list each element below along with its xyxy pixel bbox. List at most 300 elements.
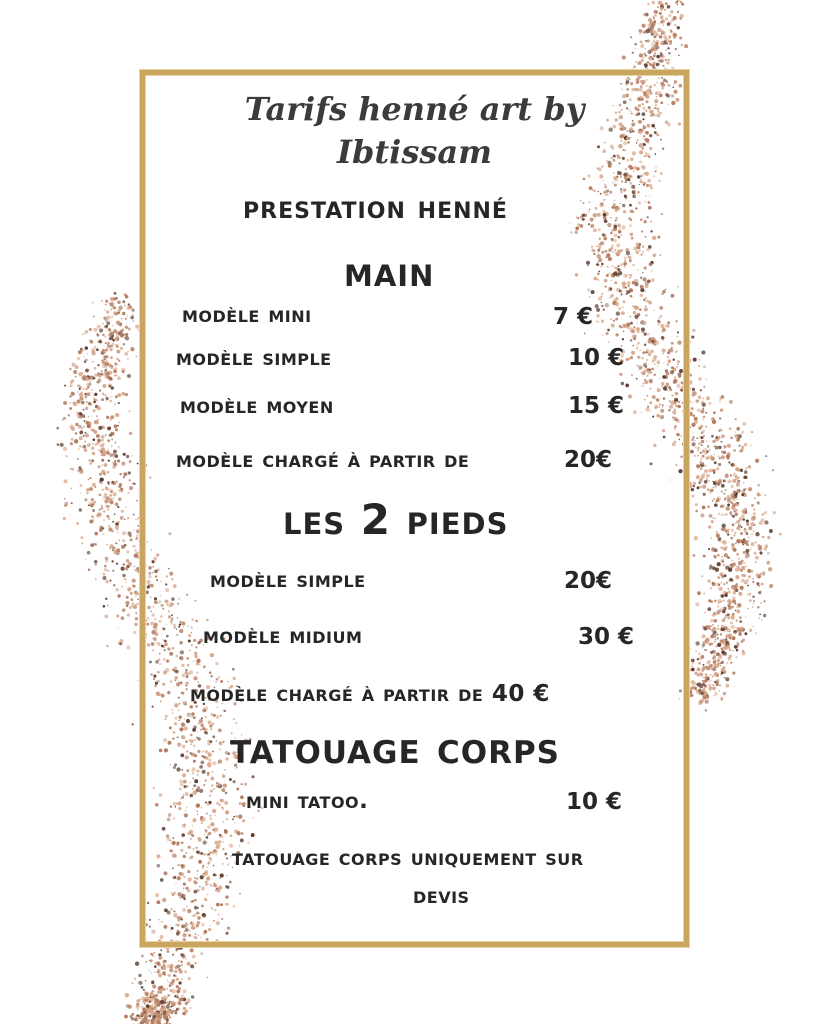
glitter-dot <box>114 292 117 295</box>
glitter-dot <box>120 347 123 350</box>
glitter-dot <box>111 445 113 447</box>
glitter-dot <box>64 385 66 387</box>
glitter-dot <box>690 427 691 428</box>
glitter-dot <box>123 563 125 565</box>
glitter-dot <box>763 600 765 602</box>
glitter-dot <box>691 659 695 663</box>
glitter-dot <box>667 59 669 61</box>
glitter-dot <box>720 565 722 567</box>
glitter-dot <box>712 624 714 626</box>
glitter-dot <box>124 519 125 520</box>
glitter-dot <box>733 547 735 549</box>
glitter-dot <box>101 370 103 372</box>
glitter-dot <box>135 962 139 966</box>
glitter-dot <box>86 492 88 494</box>
glitter-dot <box>145 980 147 982</box>
glitter-dot <box>60 443 64 447</box>
glitter-dot <box>700 467 703 470</box>
glitter-dot <box>91 447 94 450</box>
glitter-dot <box>761 583 764 586</box>
glitter-dot <box>721 582 722 583</box>
glitter-dot <box>108 333 112 337</box>
glitter-dot <box>105 394 107 396</box>
glitter-dot <box>760 494 761 495</box>
glitter-dot <box>200 953 201 954</box>
glitter-dot <box>721 625 725 629</box>
glitter-dot <box>731 464 733 466</box>
glitter-dot <box>178 1001 179 1002</box>
glitter-dot <box>138 981 142 985</box>
glitter-dot <box>712 684 714 686</box>
glitter-dot <box>748 540 750 542</box>
glitter-dot <box>161 997 164 1000</box>
glitter-dot <box>695 503 698 506</box>
glitter-dot <box>723 652 727 656</box>
glitter-dot <box>715 693 717 695</box>
glitter-dot <box>85 498 88 501</box>
glitter-dot <box>117 393 121 397</box>
glitter-dot <box>736 553 739 556</box>
glitter-dot <box>77 384 80 387</box>
glitter-dot <box>111 365 113 367</box>
glitter-dot <box>699 485 702 488</box>
glitter-dot <box>743 529 747 533</box>
glitter-dot <box>738 561 742 565</box>
glitter-dot <box>73 370 77 374</box>
glitter-dot <box>100 494 102 496</box>
glitter-dot <box>708 683 711 686</box>
glitter-dot <box>761 602 762 603</box>
glitter-dot <box>719 417 721 419</box>
glitter-dot <box>150 959 153 962</box>
glitter-dot <box>732 636 736 640</box>
glitter-dot <box>738 558 740 560</box>
glitter-dot <box>654 12 656 14</box>
glitter-dot <box>69 368 71 370</box>
glitter-dot <box>700 409 704 413</box>
glitter-dot <box>752 607 753 608</box>
glitter-dot <box>662 19 664 21</box>
glitter-dot <box>735 513 738 516</box>
glitter-dot <box>156 1002 160 1006</box>
glitter-dot <box>108 342 110 344</box>
glitter-dot <box>132 602 134 604</box>
glitter-dot <box>131 1017 135 1021</box>
glitter-dot <box>106 645 108 647</box>
glitter-dot <box>734 510 736 512</box>
glitter-dot <box>740 469 743 472</box>
glitter-dot <box>94 346 96 348</box>
glitter-dot <box>103 576 107 580</box>
glitter-dot <box>72 363 76 367</box>
glitter-dot <box>754 552 757 555</box>
glitter-dot <box>736 620 738 622</box>
glitter-dot <box>109 434 112 437</box>
glitter-dot <box>720 505 723 508</box>
glitter-dot <box>83 409 85 411</box>
glitter-dot <box>680 1 683 4</box>
glitter-dot <box>152 985 156 989</box>
glitter-dot <box>114 454 118 458</box>
glitter-dot <box>133 529 135 531</box>
glitter-dot <box>723 607 726 610</box>
glitter-dot <box>740 586 744 590</box>
glitter-dot <box>649 63 652 66</box>
glitter-dot <box>103 519 105 521</box>
glitter-dot <box>745 566 747 568</box>
glitter-dot <box>742 422 746 426</box>
glitter-dot <box>119 330 123 334</box>
glitter-dot <box>128 471 131 474</box>
glitter-dot <box>668 52 670 54</box>
glitter-dot <box>176 996 179 999</box>
price-item-label: mini tatoo. <box>246 788 369 814</box>
glitter-dot <box>89 375 93 379</box>
glitter-dot <box>709 449 711 451</box>
glitter-dot <box>119 539 120 540</box>
glitter-dot <box>722 600 724 602</box>
glitter-dot <box>109 346 111 348</box>
glitter-dot <box>108 427 111 430</box>
glitter-dot <box>88 416 89 417</box>
glitter-dot <box>183 1007 187 1011</box>
glitter-dot <box>703 493 706 496</box>
glitter-dot <box>138 974 141 977</box>
section-prestation-heading: prestation henné <box>243 190 508 226</box>
glitter-dot <box>125 336 129 340</box>
glitter-dot <box>713 619 717 623</box>
glitter-dot <box>100 507 103 510</box>
glitter-dot <box>720 633 722 635</box>
glitter-dot <box>78 448 80 450</box>
glitter-dot <box>725 474 729 478</box>
note-line-2: devis <box>413 883 470 909</box>
glitter-dot <box>168 995 169 996</box>
glitter-dot <box>667 47 669 49</box>
glitter-dot <box>707 488 710 491</box>
glitter-dot <box>659 58 663 62</box>
glitter-dot <box>179 965 181 967</box>
glitter-dot <box>707 506 709 508</box>
glitter-dot <box>723 547 727 551</box>
glitter-dot <box>154 965 157 968</box>
glitter-dot <box>106 367 107 368</box>
glitter-dot <box>640 41 642 43</box>
glitter-dot <box>135 519 136 520</box>
glitter-dot <box>692 436 694 438</box>
glitter-dot <box>701 634 705 638</box>
glitter-dot <box>109 399 112 402</box>
glitter-dot <box>706 625 710 629</box>
glitter-dot <box>149 970 150 971</box>
glitter-dot <box>99 509 101 511</box>
glitter-dot <box>721 647 724 650</box>
glitter-dot <box>70 442 73 445</box>
glitter-dot <box>755 542 757 544</box>
glitter-dot <box>92 438 95 441</box>
glitter-dot <box>85 433 89 437</box>
glitter-dot <box>717 554 719 556</box>
glitter-dot <box>752 582 753 583</box>
glitter-dot <box>727 628 731 632</box>
glitter-dot <box>728 606 732 610</box>
glitter-dot <box>692 554 695 557</box>
glitter-dot <box>106 515 109 518</box>
glitter-dot <box>698 652 701 655</box>
glitter-dot <box>186 959 187 960</box>
glitter-dot <box>136 1005 140 1009</box>
glitter-dot <box>135 595 137 597</box>
glitter-dot <box>721 513 724 516</box>
glitter-dot <box>716 679 720 683</box>
glitter-dot <box>715 683 718 686</box>
glitter-dot <box>112 325 113 326</box>
glitter-dot <box>748 526 752 530</box>
glitter-dot <box>118 446 119 447</box>
glitter-dot <box>742 590 743 591</box>
glitter-dot <box>113 584 115 586</box>
glitter-dot <box>137 1009 138 1010</box>
glitter-dot <box>92 452 96 456</box>
glitter-dot <box>659 35 662 38</box>
price-item-label: modèle simple <box>176 345 332 371</box>
price-item-label: modèle midium <box>203 623 363 649</box>
glitter-dot <box>102 334 105 337</box>
glitter-dot <box>709 402 712 405</box>
glitter-dot <box>704 448 706 450</box>
glitter-dot <box>56 427 59 430</box>
glitter-dot <box>714 681 716 683</box>
glitter-dot <box>697 399 699 401</box>
glitter-dot <box>694 536 698 540</box>
glitter-dot <box>638 61 642 65</box>
glitter-dot <box>738 528 741 531</box>
glitter-dot <box>159 1008 163 1012</box>
glitter-dot <box>767 536 770 539</box>
glitter-dot <box>116 562 119 565</box>
glitter-dot <box>107 439 110 442</box>
glitter-dot <box>115 344 117 346</box>
glitter-dot <box>720 408 723 411</box>
section-tatouage-heading: tatouage corps <box>230 723 560 774</box>
glitter-dot <box>118 627 119 628</box>
glitter-dot <box>85 346 88 349</box>
glitter-dot <box>162 966 166 970</box>
glitter-dot <box>717 628 720 631</box>
glitter-dot <box>84 360 87 363</box>
glitter-dot <box>704 612 706 614</box>
glitter-dot <box>172 989 176 993</box>
glitter-dot <box>156 1001 157 1002</box>
glitter-dot <box>724 489 726 491</box>
glitter-dot <box>736 483 740 487</box>
glitter-dot <box>703 664 705 666</box>
glitter-dot <box>68 414 70 416</box>
glitter-dot <box>78 350 82 354</box>
glitter-dot <box>79 445 81 447</box>
glitter-dot <box>101 439 103 441</box>
glitter-dot <box>102 527 104 529</box>
glitter-dot <box>719 397 722 400</box>
glitter-dot <box>121 586 123 588</box>
glitter-dot <box>703 555 706 558</box>
glitter-dot <box>132 483 134 485</box>
glitter-dot <box>137 680 138 681</box>
glitter-dot <box>126 455 129 458</box>
glitter-dot <box>116 358 118 360</box>
glitter-dot <box>114 403 116 405</box>
glitter-dot <box>695 510 698 513</box>
glitter-dot <box>124 304 126 306</box>
glitter-dot <box>86 488 89 491</box>
glitter-dot <box>653 54 656 57</box>
glitter-dot <box>701 444 703 446</box>
glitter-dot <box>738 643 739 644</box>
glitter-dot <box>153 996 155 998</box>
glitter-dot <box>126 605 128 607</box>
glitter-dot <box>121 517 123 519</box>
glitter-dot <box>113 498 114 499</box>
glitter-dot <box>711 547 715 551</box>
glitter-dot <box>697 486 700 489</box>
glitter-dot <box>709 643 712 646</box>
glitter-dot <box>141 1006 142 1007</box>
glitter-dot <box>684 44 688 48</box>
glitter-dot <box>692 414 694 416</box>
glitter-dot <box>712 582 715 585</box>
glitter-dot <box>747 608 749 610</box>
glitter-dot <box>92 361 94 363</box>
glitter-dot <box>665 18 668 21</box>
glitter-dot <box>734 588 736 590</box>
glitter-dot <box>126 550 129 553</box>
glitter-dot <box>660 52 662 54</box>
glitter-dot <box>741 490 744 493</box>
price-item-label: modèle simple <box>210 567 366 593</box>
glitter-dot <box>643 32 645 34</box>
glitter-dot <box>703 365 706 368</box>
glitter-dot <box>742 650 744 652</box>
glitter-dot <box>186 962 190 966</box>
glitter-dot <box>695 440 696 441</box>
glitter-dot <box>703 386 705 388</box>
glitter-dot <box>170 1006 172 1008</box>
glitter-dot <box>690 450 694 454</box>
glitter-dot <box>733 534 736 537</box>
glitter-dot <box>716 467 719 470</box>
glitter-dot <box>92 302 94 304</box>
glitter-dot <box>710 674 712 676</box>
glitter-dot <box>691 407 694 410</box>
glitter-dot <box>737 502 739 504</box>
glitter-dot <box>117 594 120 597</box>
glitter-dot <box>693 358 697 362</box>
glitter-dot <box>717 643 721 647</box>
glitter-dot <box>174 966 177 969</box>
glitter-dot <box>725 677 729 681</box>
glitter-dot <box>112 306 115 309</box>
glitter-dot <box>74 439 78 443</box>
glitter-dot <box>81 543 82 544</box>
glitter-dot <box>89 459 92 462</box>
glitter-dot <box>693 432 694 433</box>
glitter-dot <box>738 592 742 596</box>
glitter-dot <box>106 315 110 319</box>
glitter-dot <box>169 984 172 987</box>
glitter-dot <box>691 393 694 396</box>
glitter-dot <box>641 59 644 62</box>
glitter-dot <box>691 668 695 672</box>
glitter-dot <box>109 544 113 548</box>
glitter-dot <box>698 689 701 692</box>
price-item-value: 7 € <box>553 304 594 330</box>
glitter-dot <box>702 436 703 437</box>
glitter-dot <box>657 28 661 32</box>
glitter-dot <box>132 982 134 984</box>
glitter-dot <box>719 457 721 459</box>
glitter-dot <box>76 522 79 525</box>
glitter-dot <box>705 412 707 414</box>
glitter-dot <box>714 503 718 507</box>
glitter-dot <box>97 334 100 337</box>
glitter-dot <box>117 425 119 427</box>
glitter-dot <box>736 649 739 652</box>
glitter-dot <box>748 465 751 468</box>
glitter-dot <box>732 479 736 483</box>
glitter-dot <box>89 502 92 505</box>
glitter-dot <box>755 556 759 560</box>
glitter-dot <box>154 997 156 999</box>
glitter-dot <box>114 513 116 515</box>
glitter-dot <box>84 330 88 334</box>
glitter-dot <box>127 587 131 591</box>
glitter-dot <box>93 409 96 412</box>
glitter-dot <box>713 633 717 637</box>
glitter-dot <box>88 504 90 506</box>
glitter-dot <box>767 552 770 555</box>
glitter-dot <box>70 425 74 429</box>
glitter-dot <box>138 1016 142 1020</box>
glitter-dot <box>128 303 130 305</box>
glitter-dot <box>75 423 79 427</box>
glitter-dot <box>646 29 650 33</box>
glitter-dot <box>91 515 94 518</box>
glitter-dot <box>137 463 139 465</box>
glitter-dot <box>81 428 82 429</box>
glitter-dot <box>696 464 700 468</box>
glitter-dot <box>732 599 736 603</box>
glitter-dot <box>91 389 93 391</box>
glitter-dot <box>769 584 773 588</box>
glitter-dot <box>720 546 723 549</box>
glitter-dot <box>87 353 88 354</box>
glitter-dot <box>710 651 713 654</box>
glitter-dot <box>679 36 682 39</box>
glitter-dot <box>672 33 676 37</box>
glitter-dot <box>707 450 709 452</box>
glitter-dot <box>748 593 751 596</box>
glitter-dot <box>120 639 124 643</box>
glitter-dot <box>719 400 721 402</box>
glitter-dot <box>84 420 86 422</box>
glitter-dot <box>194 962 196 964</box>
price-item-label: modèle moyen <box>180 393 334 419</box>
glitter-dot <box>152 954 154 956</box>
glitter-dot <box>769 529 773 533</box>
title-line-1: Tarifs henné art by <box>244 90 585 128</box>
glitter-dot <box>714 461 717 464</box>
glitter-dot <box>692 663 694 665</box>
